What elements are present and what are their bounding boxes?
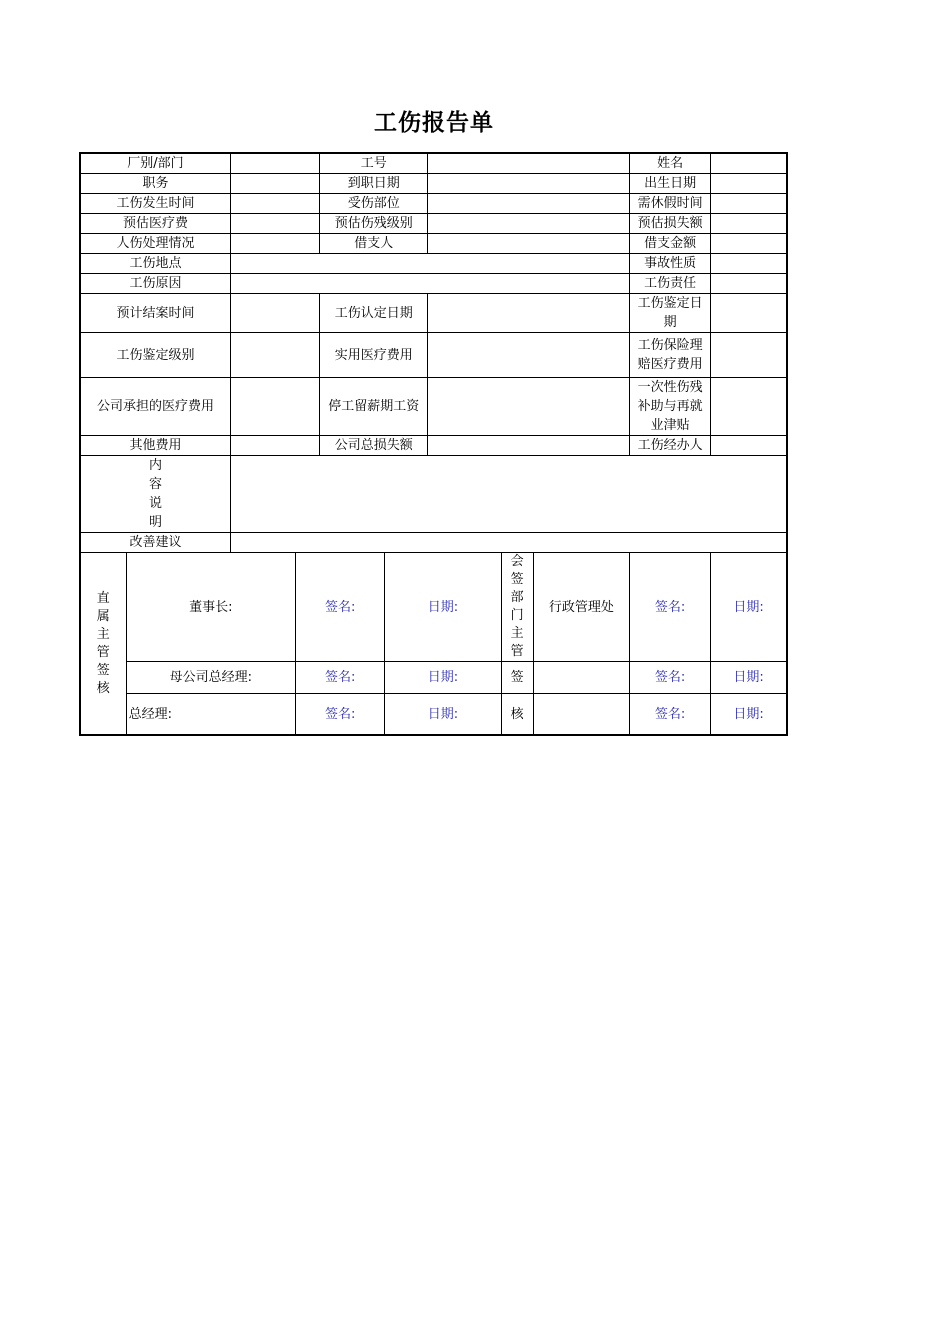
row-suggestion [80, 533, 787, 553]
field-estimated-medical[interactable] [230, 214, 319, 234]
countersign-date-field-2[interactable] [711, 662, 787, 694]
sign-label: 签名: [654, 670, 686, 685]
field-suspension-wage[interactable] [428, 378, 630, 436]
page-title: 工伤报告单 [374, 110, 494, 136]
sign-label: 签名: [325, 670, 356, 685]
row-location [80, 254, 787, 274]
row-estimated-medical [80, 214, 787, 234]
injury-report-table [79, 152, 788, 736]
label-department: 厂别/部门 [80, 153, 230, 174]
date-label: 日期: [733, 670, 764, 685]
field-name[interactable] [711, 153, 787, 174]
field-estimated-loss[interactable] [711, 214, 787, 234]
content-char: 说 [148, 496, 162, 511]
field-borrower[interactable] [428, 234, 630, 254]
countersign-char: 主 [510, 626, 524, 641]
label-chairman: 董事长: [126, 553, 295, 662]
countersign-char: 签 [510, 572, 524, 587]
countersign-field-2[interactable] [533, 662, 629, 694]
label-estimated-medical: 预估医疗费 [80, 214, 230, 234]
field-location[interactable] [230, 254, 629, 274]
countersign-char: 门 [510, 608, 524, 623]
field-appraisal-date[interactable] [711, 294, 787, 333]
row-position [80, 174, 787, 194]
label-countersign-check: 核 [501, 694, 533, 736]
field-responsibility[interactable] [711, 274, 787, 294]
supervisor-char: 直 [96, 590, 110, 606]
label-accident-nature: 事故性质 [630, 254, 711, 274]
content-char: 容 [148, 477, 162, 492]
date-label: 日期: [733, 706, 764, 722]
parent-gm-sign-field[interactable] [296, 662, 385, 694]
field-injury-time[interactable] [230, 194, 319, 214]
label-handler: 工伤经办人 [630, 436, 711, 456]
label-loan-amount: 借支金额 [630, 234, 711, 254]
row-cause [80, 274, 787, 294]
label-position: 职务 [80, 174, 230, 194]
supervisor-char: 核 [96, 680, 110, 696]
label-hire-date: 到职日期 [320, 174, 428, 194]
row-department [80, 153, 787, 174]
label-admin: 行政管理处 [533, 553, 629, 662]
row-appraisal-level [80, 333, 787, 378]
parent-gm-date-field[interactable] [385, 662, 501, 694]
row-other-cost [80, 436, 787, 456]
admin-sign-field[interactable] [630, 553, 711, 662]
label-estimated-disability: 预估伤残级别 [320, 214, 428, 234]
label-countersign-sign: 签 [501, 662, 533, 694]
field-appraisal-level[interactable] [230, 333, 319, 378]
label-close-time: 预计结案时间 [80, 294, 230, 333]
label-appraisal-level: 工伤鉴定级别 [80, 333, 230, 378]
content-char: 明 [148, 515, 162, 530]
field-accident-nature[interactable] [711, 254, 787, 274]
label-name: 姓名 [630, 153, 711, 174]
field-handling[interactable] [230, 234, 319, 254]
field-employee-id[interactable] [428, 153, 630, 174]
field-close-time[interactable] [230, 294, 319, 333]
label-estimated-loss: 预估损失额 [630, 214, 711, 234]
row-company-medical [80, 378, 787, 436]
field-actual-medical[interactable] [428, 333, 630, 378]
countersign-sign-field-3[interactable] [630, 694, 711, 736]
field-birth-date[interactable] [711, 174, 787, 194]
field-suggestion[interactable] [230, 533, 787, 553]
label-total-loss: 公司总损失额 [320, 436, 428, 456]
supervisor-char: 签 [96, 662, 110, 678]
row-handling [80, 234, 787, 254]
label-countersign [501, 553, 533, 662]
date-label: 日期: [427, 599, 459, 615]
row-content [80, 456, 787, 533]
row-approval-1 [80, 553, 787, 662]
label-suspension-wage: 停工留薪期工资 [320, 378, 428, 436]
chairman-date-field[interactable] [385, 553, 501, 662]
label-suggestion: 改善建议 [80, 533, 230, 553]
field-other-cost[interactable] [230, 436, 319, 456]
field-content[interactable] [230, 456, 787, 533]
supervisor-char: 管 [96, 644, 110, 660]
field-insurance-claim[interactable] [711, 333, 787, 378]
label-location: 工伤地点 [80, 254, 230, 274]
label-leave-time: 需休假时间 [630, 194, 711, 214]
label-company-medical: 公司承担的医疗费用 [80, 378, 230, 436]
chairman-sign-field[interactable] [296, 553, 385, 662]
admin-date-field[interactable] [711, 553, 787, 662]
gm-sign-field[interactable] [296, 694, 385, 736]
label-employee-id: 工号 [320, 153, 428, 174]
row-dates [80, 294, 787, 333]
countersign-char: 部 [510, 590, 524, 605]
countersign-date-field-3[interactable] [711, 694, 787, 736]
date-label: 日期: [427, 670, 459, 685]
field-loan-amount[interactable] [711, 234, 787, 254]
field-position[interactable] [230, 174, 319, 194]
label-actual-medical: 实用医疗费用 [320, 333, 428, 378]
label-insurance-claim: 工伤保险理赔医疗费用 [630, 333, 711, 378]
sign-label: 签名: [654, 599, 686, 615]
supervisor-char: 主 [96, 626, 110, 642]
label-gm: 总经理: [126, 694, 295, 736]
field-leave-time[interactable] [711, 194, 787, 214]
date-label: 日期: [733, 599, 764, 615]
field-estimated-disability[interactable] [428, 214, 630, 234]
row-approval-3 [80, 694, 787, 736]
row-approval-2 [80, 662, 787, 694]
date-label: 日期: [427, 706, 459, 722]
label-responsibility: 工伤责任 [630, 274, 711, 294]
label-handling: 人伤处理情况 [80, 234, 230, 254]
countersign-field-3[interactable] [533, 694, 629, 736]
supervisor-char: 属 [96, 608, 110, 624]
label-cause: 工伤原因 [80, 274, 230, 294]
label-birth-date: 出生日期 [630, 174, 711, 194]
field-injured-part[interactable] [428, 194, 630, 214]
field-recognition-date[interactable] [428, 294, 630, 333]
sign-label: 签名: [325, 599, 356, 615]
label-content [80, 456, 230, 533]
countersign-sign-field-2[interactable] [630, 662, 711, 694]
label-borrower: 借支人 [320, 234, 428, 254]
label-appraisal-date: 工伤鉴定日期 [630, 294, 711, 333]
label-one-time-subsidy: 一次性伤残补助与再就业津贴 [630, 378, 711, 436]
sign-label: 签名: [325, 706, 356, 722]
field-hire-date[interactable] [428, 174, 630, 194]
content-char: 内 [148, 458, 162, 473]
label-injured-part: 受伤部位 [320, 194, 428, 214]
countersign-char: 管 [510, 644, 524, 659]
field-handler[interactable] [711, 436, 787, 456]
gm-date-field[interactable] [385, 694, 501, 736]
countersign-char: 会 [510, 554, 524, 569]
field-company-medical[interactable] [230, 378, 319, 436]
label-recognition-date: 工伤认定日期 [320, 294, 428, 333]
label-direct-supervisor [80, 553, 126, 736]
field-department[interactable] [230, 153, 319, 174]
row-injury-time [80, 194, 787, 214]
label-parent-gm: 母公司总经理: [126, 662, 295, 694]
field-one-time-subsidy[interactable] [711, 378, 787, 436]
sign-label: 签名: [654, 706, 686, 722]
field-cause[interactable] [230, 274, 629, 294]
label-other-cost: 其他费用 [80, 436, 230, 456]
label-injury-time: 工伤发生时间 [80, 194, 230, 214]
field-total-loss[interactable] [428, 436, 630, 456]
